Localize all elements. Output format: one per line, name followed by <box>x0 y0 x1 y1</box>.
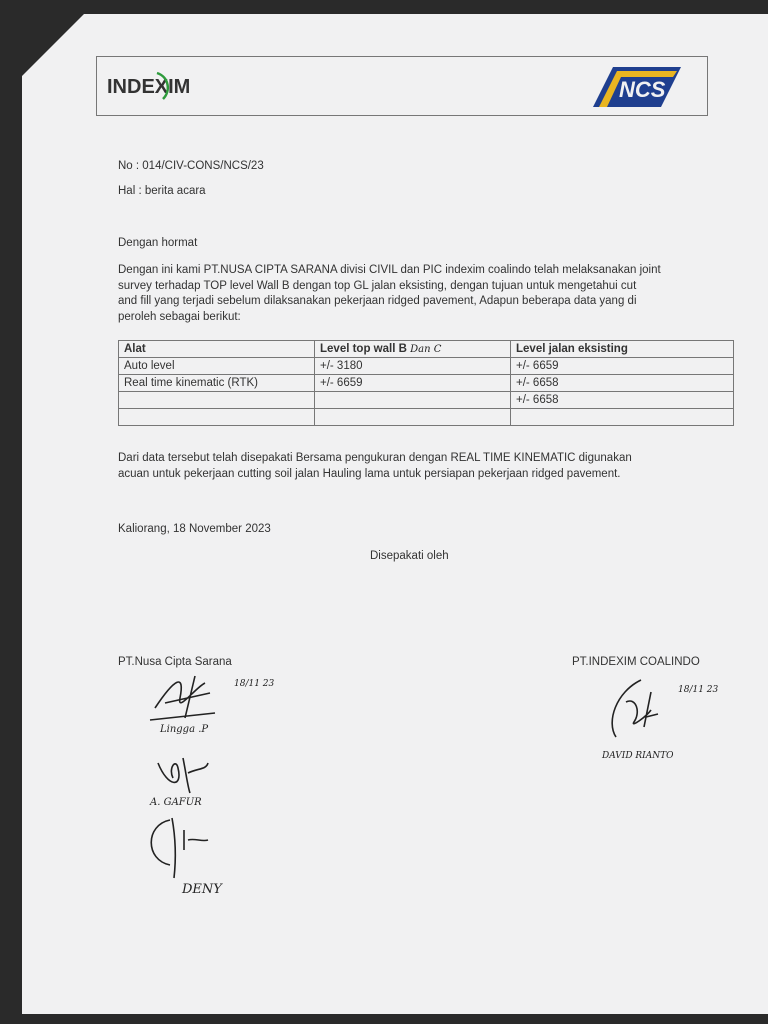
table-row: +/- 6658 <box>119 392 734 409</box>
table-row: Auto level +/- 3180 +/- 6659 <box>119 358 734 375</box>
signature-david <box>596 672 676 747</box>
conclusion-line: acuan untuk pekerjaan cutting soil jalan Hauling lama untuk persiapan pekerjaan ridged pavement. <box>118 467 621 480</box>
right-company: PT.INDEXIM COALINDO <box>572 656 700 668</box>
header-level-jalan: Level jalan eksisting <box>511 341 734 358</box>
indexim-logo <box>107 71 217 101</box>
intro-line: and fill yang terjadi sebelum dilaksanakan pekerjaan ridged pavement, Adapun beberapa data yang di <box>118 295 637 307</box>
letterhead-box <box>96 56 708 116</box>
place-date: Kaliorang, 18 November 2023 <box>118 523 271 535</box>
signature-lingga <box>135 668 225 728</box>
svg-text:NCS: NCS <box>619 77 666 102</box>
table-header-row <box>119 341 734 358</box>
salutation: Dengan hormat <box>118 237 198 249</box>
right-signature-date: 18/11 23 <box>678 685 719 695</box>
header-alat: Alat <box>119 341 315 358</box>
table-row <box>119 409 734 426</box>
table-row: Real time kinematic (RTK) +/- 6659 +/- 6658 <box>119 375 734 392</box>
intro-line: peroleh sebagai berikut: <box>118 310 241 323</box>
document-subject: Hal : berita acara <box>118 185 206 197</box>
handwritten-note: Dan C <box>410 344 442 355</box>
signatory-name-gafur: A. GAFUR <box>150 797 202 808</box>
conclusion-paragraph <box>118 451 708 482</box>
signatory-name-deny: DENY <box>182 882 222 897</box>
svg-text:INDEXIM: INDEXIM <box>107 76 191 98</box>
survey-data-table <box>118 340 734 426</box>
intro-line: survey terhadap TOP level Wall B dengan top GL jalan eksisting, dengan tujuan untuk mengetahui cut <box>118 279 637 292</box>
signature-deny <box>140 810 220 880</box>
conclusion-line: Dari data tersebut telah disepakati Bersama pengukuran dengan REAL TIME KINEMATIC digunakan <box>118 452 632 464</box>
intro-line: Dengan ini kami PT.NUSA CIPTA SARANA divisi CIVIL dan PIC indexim coalindo telah melaksanakan joint <box>118 264 661 276</box>
folded-corner <box>22 14 84 76</box>
signatory-name-david: DAVID RIANTO <box>602 751 674 761</box>
document-number: No : 014/CIV-CONS/NCS/23 <box>118 160 264 172</box>
intro-paragraph <box>118 263 708 325</box>
left-signature-date: 18/11 23 <box>234 679 275 689</box>
agreed-by: Disepakati oleh <box>370 550 449 562</box>
signature-gafur <box>148 748 218 798</box>
ncs-logo <box>589 63 685 109</box>
left-company: PT.Nusa Cipta Sarana <box>118 656 232 668</box>
signatory-name-lingga: Lingga .P <box>160 724 209 735</box>
header-level-top-wall: Level top wall B Dan C <box>315 341 511 358</box>
